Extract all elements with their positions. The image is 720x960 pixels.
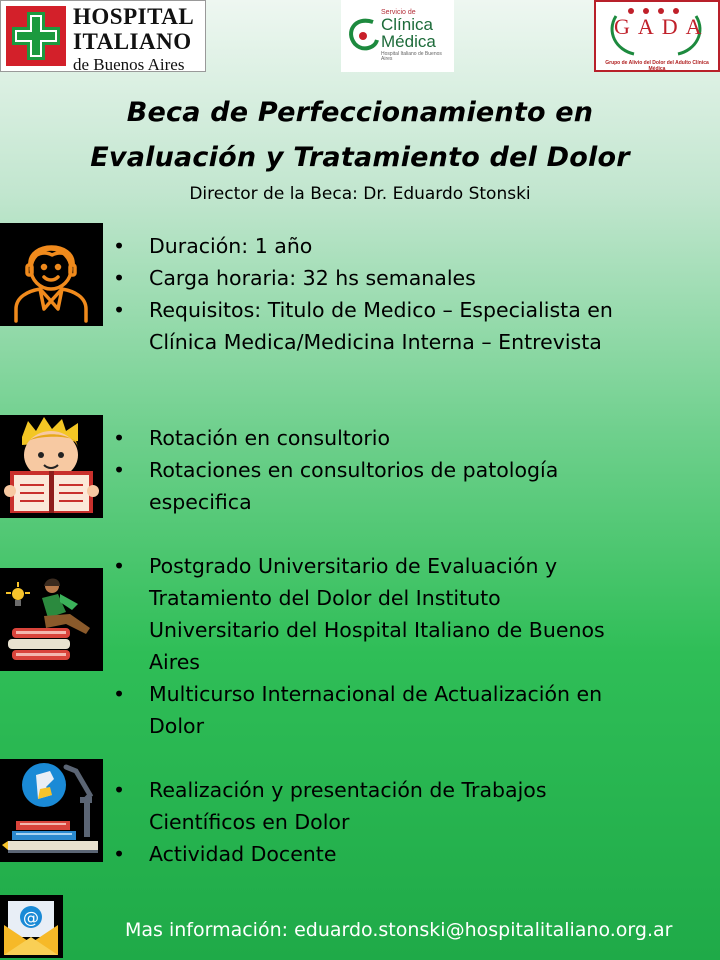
hospital-cross-icon [6,6,66,66]
hospital-logo-line2: ITALIANO [73,29,192,54]
list-item: • Rotaciones en consultorios de patología especifica [107,454,637,518]
science-books-icon [0,759,103,862]
hospital-logo-line1: HOSPITAL [73,4,195,29]
list-item: • Actividad Docente [107,838,637,870]
clinica-logo-line0: Servicio de [381,9,416,16]
email-icon [0,895,63,958]
list-item: • Requisitos: Titulo de Medico – Especialista en Clínica Medica/Medicina Interna – Entrevista [107,294,637,358]
reading-child-icon [0,415,103,518]
page-subtitle: Director de la Beca: Dr. Eduardo Stonski [189,184,531,204]
list-item: • Multicurso Internacional de Actualización en Dolor [107,678,637,742]
list-item: • Carga horaria: 32 hs semanales [107,262,637,294]
contact-info: Mas información: eduardo.stonski@hospitalitaliano.org.ar [125,919,673,941]
gada-logo [594,0,720,72]
section-2-list [107,422,637,518]
section-3-list [107,550,637,742]
clinica-medica-logo [341,0,454,72]
section-4-list [107,774,637,870]
list-item: • Duración: 1 año [107,230,637,262]
clinica-swirl-icon [345,14,379,54]
section-1-list [107,230,637,358]
hospital-italiano-logo [0,0,206,72]
list-item: • Realización y presentación de Trabajos Científicos en Dolor [107,774,637,838]
person-icon [0,223,103,326]
hospital-logo-line3: de Buenos Aires [73,55,185,74]
page-title-line2: Evaluación y Tratamiento del Dolor [90,142,630,173]
page-title-line1: Beca de Perfeccionamiento en [126,97,594,128]
clinica-logo-line2: Médica [381,32,436,51]
list-item: • Postgrado Universitario de Evaluación y Tratamiento del Dolor del Instituto Universitario del Hospital Italiano de Buenos Aires [107,550,637,678]
svg-text:@: @ [23,908,39,927]
clinica-logo-line3: Hospital Italiano de Buenos Aires [381,51,442,62]
clinica-logo-line1: Clínica [381,15,433,34]
gada-logo-title: GADA [614,14,710,39]
list-item: • Rotación en consultorio [107,422,637,454]
gada-logo-subtitle: Grupo de Alivio del Dolor del Adulto Clínica Médica [605,60,709,72]
studying-books-icon [0,568,103,671]
